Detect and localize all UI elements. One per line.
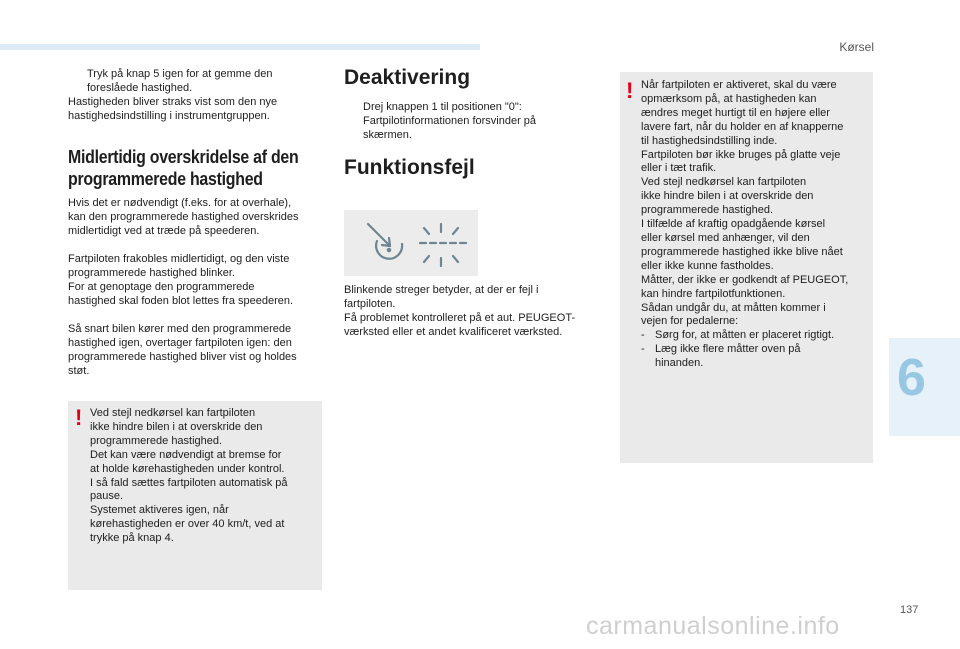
text-line: pause.: [90, 490, 124, 503]
text-line: Sådan undgår du, at måtten kommer i: [641, 301, 826, 314]
page-number: 137: [900, 604, 919, 616]
fault-text: [344, 284, 575, 340]
text-line: eller i tæt trafik.: [641, 162, 717, 175]
text-line: fartpiloten.: [344, 297, 396, 310]
text-line: programmerede hastighed.: [90, 434, 223, 447]
text-line: hastighed skal foden blot lettes fra speederen.: [68, 294, 294, 307]
deactivate-heading: Deaktivering: [344, 66, 471, 89]
list-item-continuation: [641, 357, 848, 371]
text-line: at holde kørehastigheden under kontrol.: [90, 462, 285, 475]
text-line: For at genoptage den programmerede: [68, 280, 255, 293]
intro-text: [68, 96, 277, 124]
text-line: kan den programmerede hastighed overskrides: [68, 210, 299, 223]
text-line: Fartpiloten bør ikke bruges på glatte veje: [641, 148, 841, 161]
heading-line: programmerede hastighed: [68, 168, 263, 189]
text-line: lavere fart, når du holder en af knapperne: [641, 120, 844, 133]
heading-line: Midlertidig overskridelse af den: [68, 146, 299, 167]
paragraph-1: [68, 197, 299, 239]
text-line: programmerede hastighed bliver vist og holdes: [68, 350, 297, 363]
text-line: programmerede hastighed ikke blive nået: [641, 245, 843, 258]
text-line: eller ikke kunne fastholdes.: [641, 259, 774, 272]
text-line: Systemet aktiveres igen, når: [90, 504, 229, 517]
text-line: Få problemet kontrolleret på et aut. PEUGEOT-: [344, 311, 576, 324]
text-line: Det kan være nødvendigt at bremse for: [90, 448, 282, 461]
header-accent-bar: [0, 44, 480, 50]
warning-text-right: [641, 79, 848, 371]
text-line: til hastighedsindstilling inde.: [641, 134, 778, 147]
section-heading-override: [68, 146, 388, 190]
warning-text-left: [90, 407, 288, 546]
text-line: Måtter, der ikke er godkendt af PEUGEOT,: [641, 273, 849, 286]
text-line: Fartpilotinformationen forsvinder på: [363, 114, 537, 127]
text-line: Når fartpiloten er aktiveret, skal du være: [641, 79, 837, 91]
text-line: vejen for pedalerne:: [641, 315, 739, 328]
watermark: carmanualsonline.info: [586, 612, 840, 640]
text-line: programmerede hastighed blinker.: [68, 266, 235, 279]
fault-heading: Funktionsfejl: [344, 156, 475, 179]
dash-marker: -: [641, 343, 645, 356]
text-line: Fartpiloten frakobles midlertidigt, og den viste: [68, 253, 290, 265]
text-line: midlertidigt ved at træde på speederen.: [68, 224, 260, 237]
text-line: kørehastigheden er over 40 km/t, ved at: [90, 518, 285, 531]
text-line: Læg ikke flere måtter oven på: [655, 343, 801, 356]
text-line: programmerede hastighed.: [641, 204, 774, 217]
paragraph-3: [68, 323, 297, 379]
text-line: opmærksom på, at hastigheden kan: [641, 92, 817, 105]
chapter-title: Kørsel: [839, 40, 874, 54]
text-line: Drej knappen 1 til positionen "0":: [363, 101, 522, 113]
text-line: hastighed igen, overtager fartpiloten igen: den: [68, 336, 292, 349]
text-line: Hvis det er nødvendigt (f.eks. for at overhale),: [68, 197, 292, 209]
text-line: Ved stejl nedkørsel kan fartpiloten: [90, 407, 256, 419]
text-line: værksted eller et andet kvalificeret værksted.: [344, 325, 563, 338]
text-line: Hastigheden bliver straks vist som den nye: [68, 96, 278, 108]
warning-icon: !: [75, 405, 83, 430]
text-line: hinanden.: [655, 357, 704, 370]
text-line: kan hindre fartpilotfunktionen.: [641, 287, 786, 300]
text-line: I så fald sættes fartpiloten automatisk på: [90, 476, 288, 489]
text-line: Blinkende streger betyder, at der er fejl i: [344, 284, 539, 296]
list-item: [641, 343, 848, 357]
step-text: [87, 68, 272, 96]
text-line: ændres meget hurtigt til en højere eller: [641, 106, 830, 119]
paragraph-2: [68, 253, 293, 309]
warning-icon: !: [626, 78, 634, 103]
text-line: Tryk på knap 5 igen for at gemme den: [87, 68, 273, 80]
text-line: hastighedsindstilling i instrumentgruppen.: [68, 109, 270, 122]
text-line: trykke på knap 4.: [90, 532, 174, 545]
list-item: [641, 329, 848, 343]
text-line: støt.: [68, 364, 90, 377]
text-line: Ved stejl nedkørsel kan fartpiloten: [641, 176, 807, 189]
text-line: foreslåede hastighed.: [87, 81, 193, 94]
dash-marker: -: [641, 329, 645, 342]
text-line: I tilfælde af kraftig opadgående kørsel: [641, 218, 826, 231]
text-line: ikke hindre bilen i at overskride den: [90, 420, 263, 433]
cruise-control-fault-illustration: [344, 210, 478, 276]
chapter-tab: [889, 338, 960, 436]
text-line: Så snart bilen kører med den programmerede: [68, 323, 292, 335]
text-line: Sørg for, at måtten er placeret rigtigt.: [655, 329, 835, 342]
text-line: skærmen.: [363, 128, 412, 141]
text-line: ikke hindre bilen i at overskride den: [641, 190, 814, 203]
text-line: eller kørsel med anhænger, vil den: [641, 231, 810, 244]
chapter-number: 6: [897, 349, 926, 407]
deactivate-text: [363, 101, 536, 143]
speedometer-fault-icon: [344, 210, 478, 276]
